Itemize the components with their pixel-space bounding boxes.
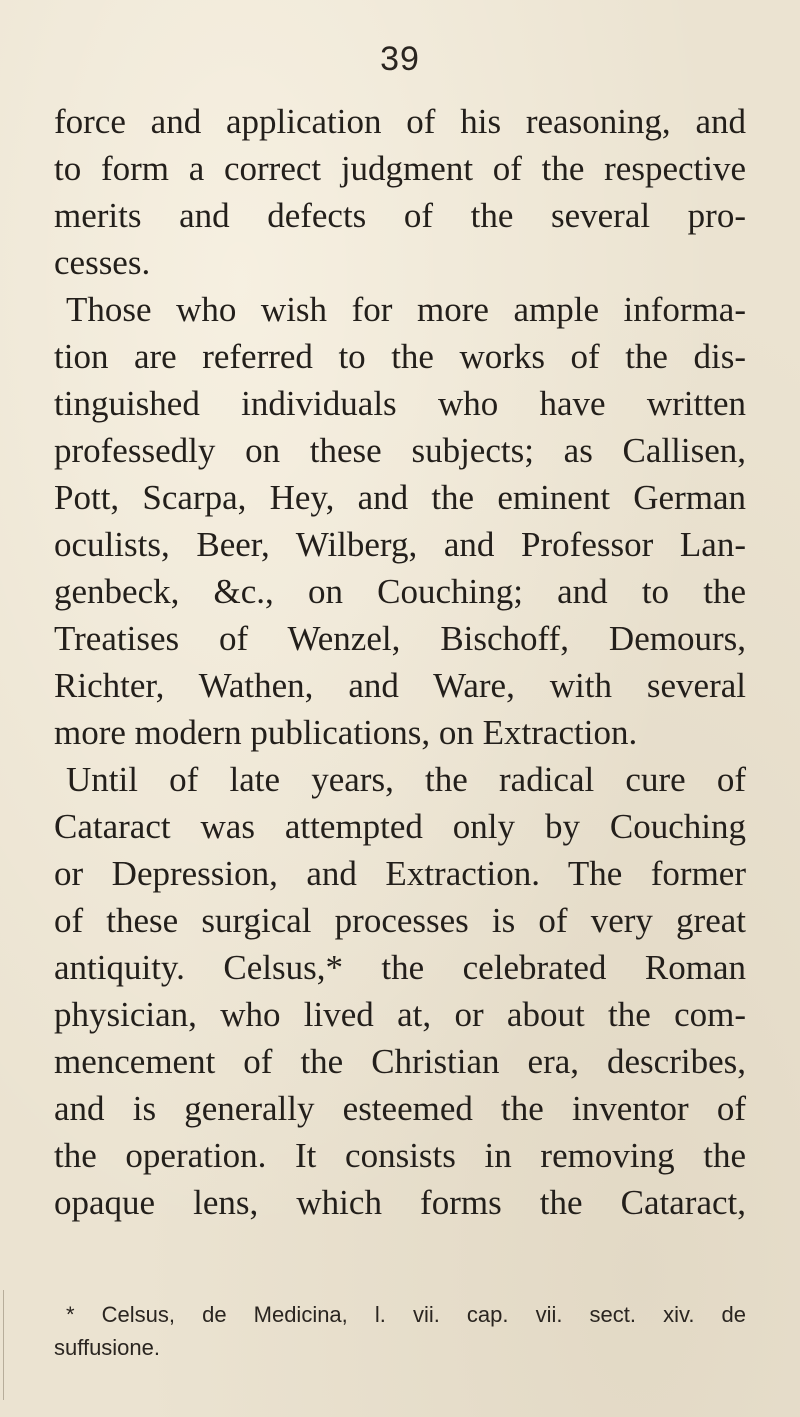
text-line: Pott, Scarpa, Hey, and the eminent German bbox=[54, 478, 746, 517]
text-line: professedly on these subjects; as Callisen, bbox=[54, 431, 746, 470]
footnote-line: suffusione. bbox=[54, 1335, 161, 1360]
text-line: oculists, Beer, Wilberg, and Professor Lan- bbox=[54, 525, 746, 564]
page-edge-mark bbox=[3, 1290, 4, 1400]
text-line: more modern publications, on Extraction. bbox=[54, 713, 638, 752]
text-line: force and application of his reasoning, and bbox=[54, 102, 746, 141]
text-line: Those who wish for more ample informa- bbox=[66, 290, 746, 329]
text-line: Until of late years, the radical cure of bbox=[66, 760, 746, 799]
text-line: to form a correct judgment of the respective bbox=[54, 149, 746, 188]
text-line: tinguished individuals who have written bbox=[54, 384, 746, 423]
text-line: opaque lens, which forms the Cataract, bbox=[54, 1183, 746, 1222]
text-line: antiquity. Celsus,* the celebrated Roman bbox=[54, 948, 746, 987]
text-line: or Depression, and Extraction. The former bbox=[54, 854, 746, 893]
footnote bbox=[54, 1298, 746, 1364]
text-line: tion are referred to the works of the dis- bbox=[54, 337, 746, 376]
page-number: 39 bbox=[380, 40, 420, 78]
text-line: and is generally esteemed the inventor of bbox=[54, 1089, 746, 1128]
text-line: the operation. It consists in removing the bbox=[54, 1136, 746, 1175]
text-line: Richter, Wathen, and Ware, with several bbox=[54, 666, 746, 705]
footnote-line: * Celsus, de Medicina, l. vii. cap. vii. sect. xiv. de bbox=[66, 1302, 746, 1327]
text-line: merits and defects of the several pro- bbox=[54, 196, 746, 235]
text-line: of these surgical processes is of very great bbox=[54, 901, 746, 940]
text-line: Cataract was attempted only by Couching bbox=[54, 807, 746, 846]
text-line: cesses. bbox=[54, 243, 151, 282]
text-line: genbeck, &c., on Couching; and to the bbox=[54, 572, 746, 611]
text-line: mencement of the Christian era, describes, bbox=[54, 1042, 746, 1081]
body-text bbox=[54, 98, 746, 1226]
text-line: Treatises of Wenzel, Bischoff, Demours, bbox=[54, 619, 746, 658]
text-line: physician, who lived at, or about the com- bbox=[54, 995, 746, 1034]
